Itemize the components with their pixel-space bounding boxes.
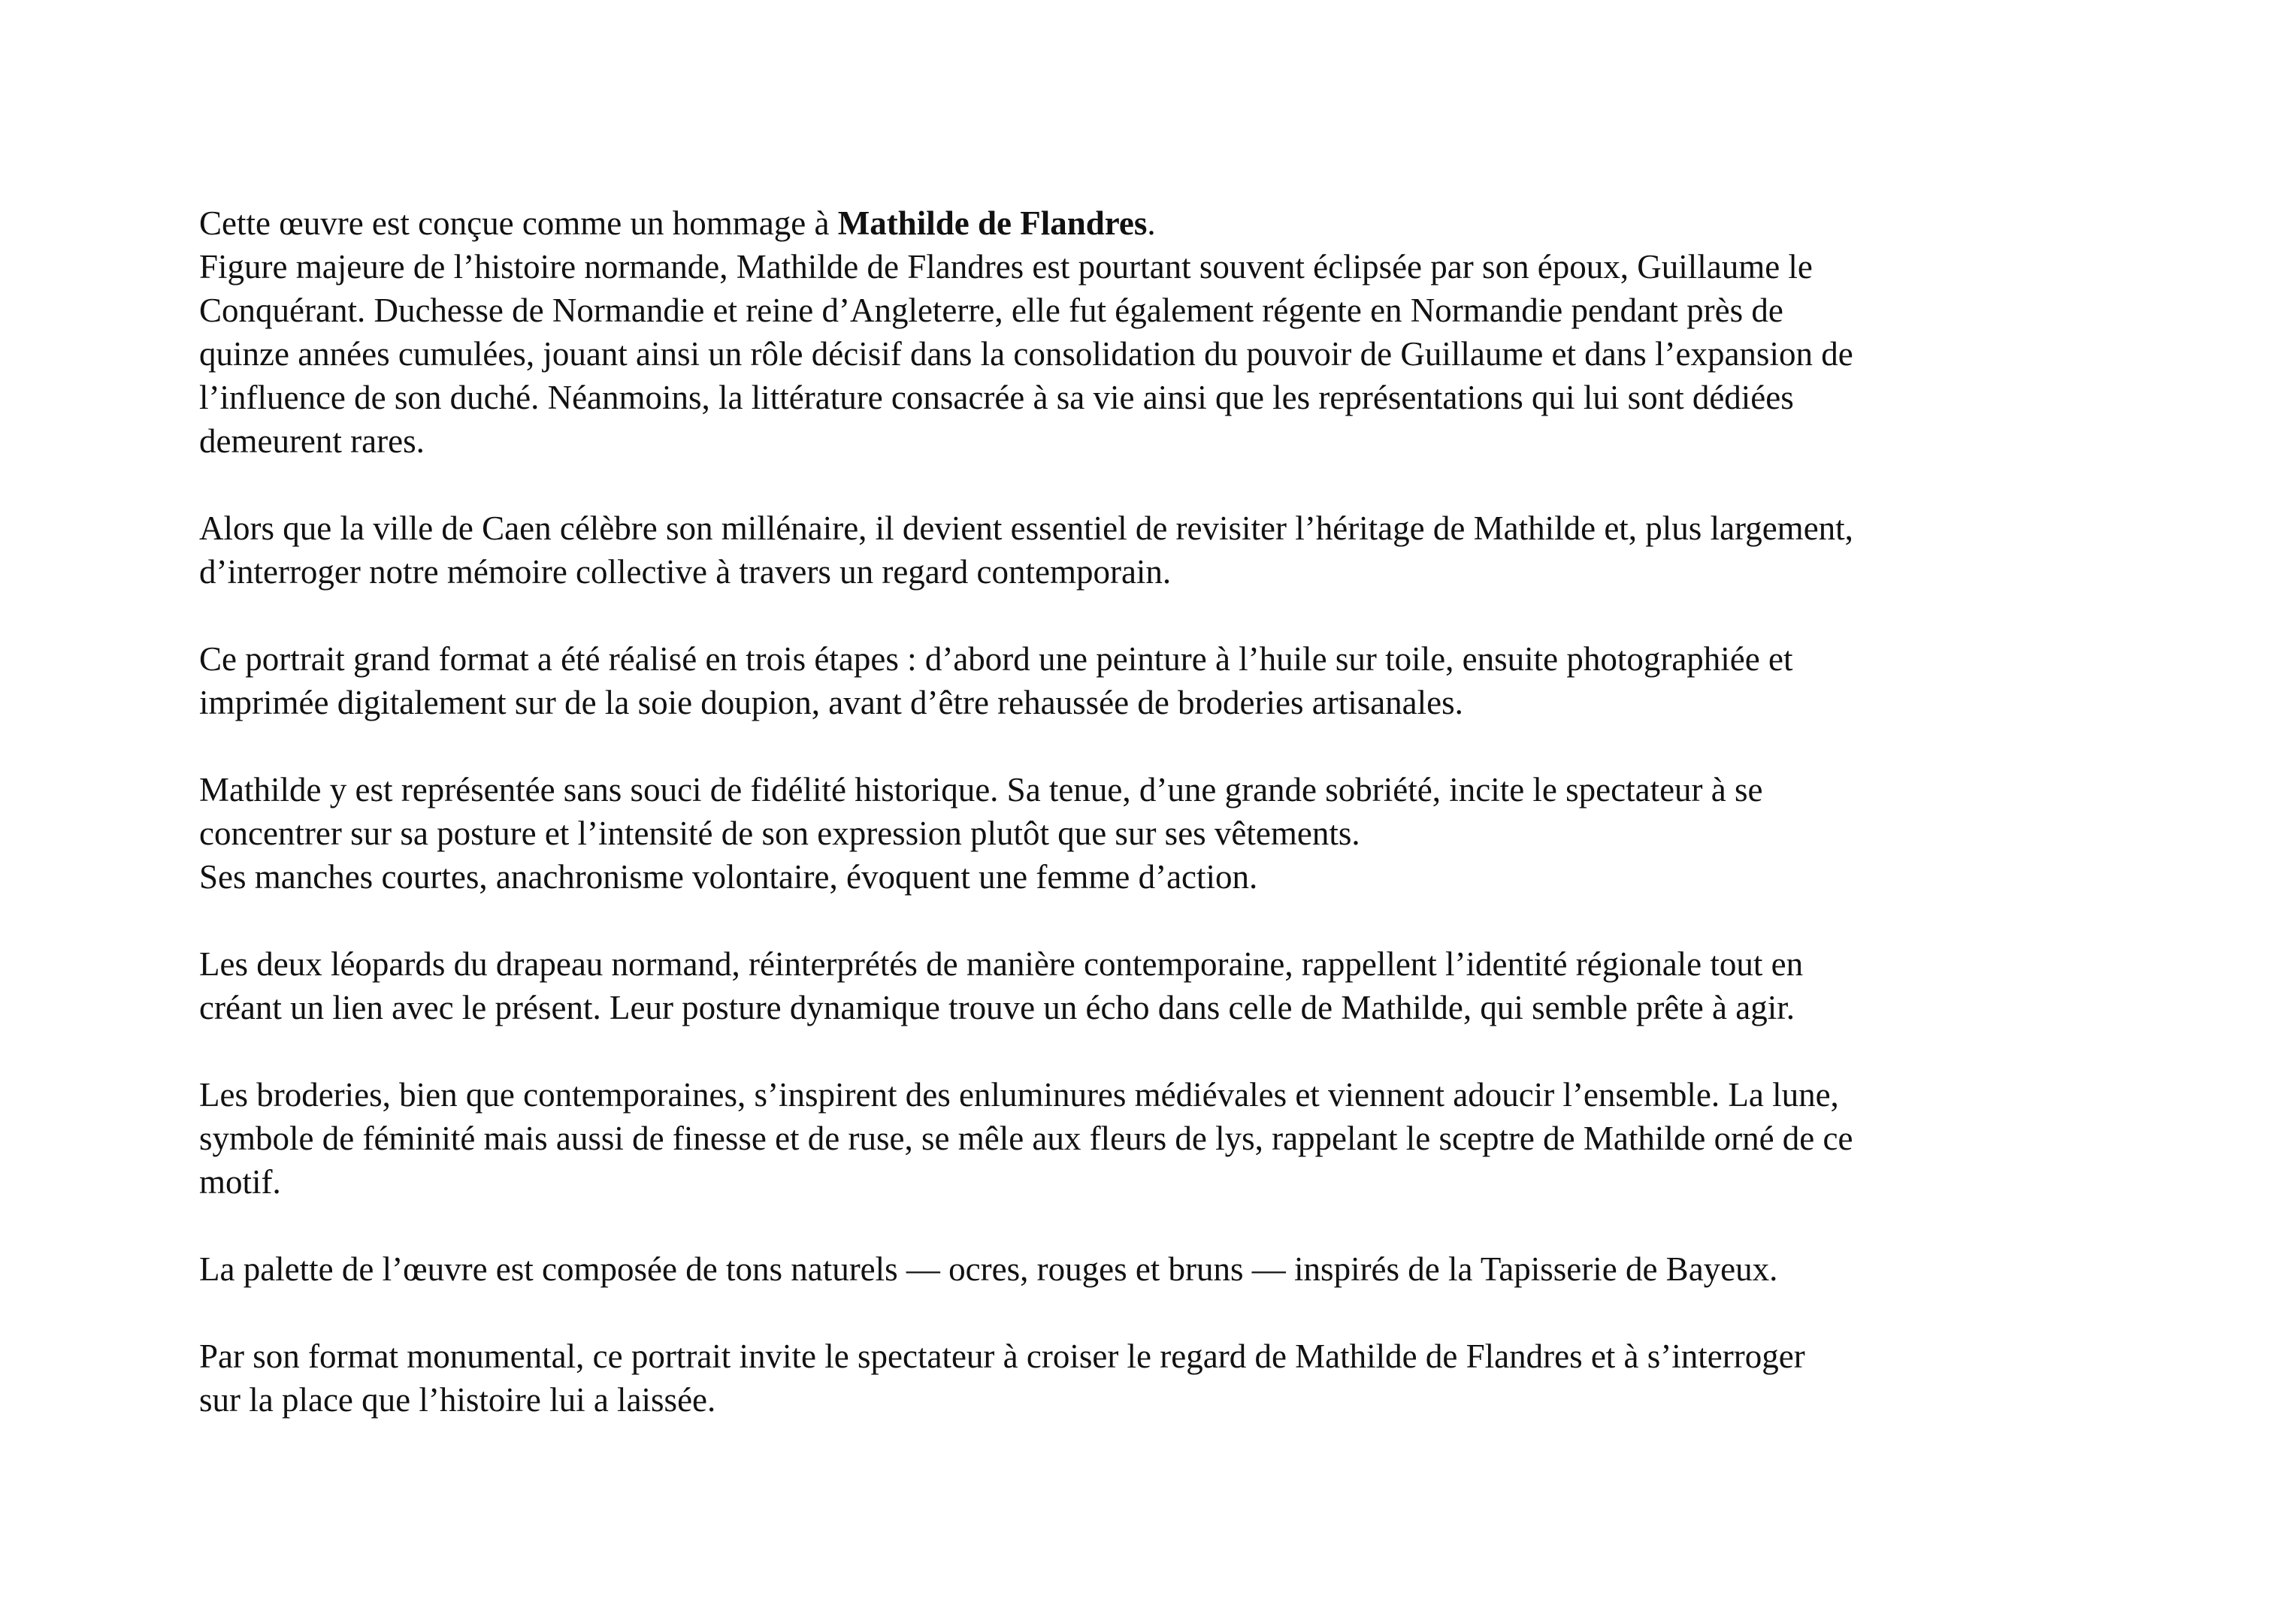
text-line: l’influence de son duché. Néanmoins, la littérature consacrée à sa vie ainsi que les représentations qui lui sont dédiées [199, 379, 1794, 416]
paragraph-7 [199, 1247, 2153, 1291]
paragraph-8 [199, 1334, 2153, 1422]
document-body [199, 201, 2153, 1465]
paragraph-4 [199, 768, 2153, 899]
intro-prefix: Cette œuvre est conçue comme un hommage à [199, 204, 838, 242]
text-line: Conquérant. Duchesse de Normandie et reine d’Angleterre, elle fut également régente en Normandie pendant près de [199, 292, 1783, 329]
intro-line [199, 201, 2153, 245]
intro-paragraph [199, 201, 2153, 245]
intro-bold-name: Mathilde de Flandres [837, 204, 1148, 242]
paragraph-2 [199, 506, 2153, 594]
text-line: Mathilde y est représentée sans souci de fidélité historique. Sa tenue, d’une grande sobriété, incite le spectateur à se [199, 771, 1763, 808]
text-line: concentrer sur sa posture et l’intensité de son expression plutôt que sur ses vêtements. [199, 815, 1360, 852]
text-line: Alors que la ville de Caen célèbre son millénaire, il devient essentiel de revisiter l’héritage de Mathilde et, plus largement, [199, 509, 1853, 547]
text-line: symbole de féminité mais aussi de finesse et de ruse, se mêle aux fleurs de lys, rappelant le sceptre de Mathilde orné de ce [199, 1120, 1853, 1157]
text-line: La palette de l’œuvre est composée de tons naturels — ocres, rouges et bruns — inspirés de la Tapisserie de Bayeux. [199, 1250, 1778, 1288]
text-line: Par son format monumental, ce portrait invite le spectateur à croiser le regard de Mathilde de Flandres et à s’interroger [199, 1337, 1805, 1375]
paragraph-1 [199, 245, 2153, 463]
text-line: Les broderies, bien que contemporaines, s’inspirent des enluminures médiévales et viennent adoucir l’ensemble. La lune, [199, 1076, 1839, 1114]
text-line: quinze années cumulées, jouant ainsi un rôle décisif dans la consolidation du pouvoir de Guillaume et dans l’expansion de [199, 335, 1853, 373]
paragraph-3 [199, 637, 2153, 724]
text-line: Ses manches courtes, anachronisme volontaire, évoquent une femme d’action. [199, 858, 1258, 896]
text-line: d’interroger notre mémoire collective à travers un regard contemporain. [199, 553, 1172, 591]
text-line: Les deux léopards du drapeau normand, réinterprétés de manière contemporaine, rappellent l’identité régionale tout en [199, 945, 1804, 983]
text-line: Figure majeure de l’histoire normande, Mathilde de Flandres est pourtant souvent éclipsée par son époux, Guillaume le [199, 248, 1813, 286]
text-line: imprimée digitalement sur de la soie doupion, avant d’être rehaussée de broderies artisanales. [199, 684, 1463, 721]
text-line: créant un lien avec le présent. Leur posture dynamique trouve un écho dans celle de Mathilde, qui semble prête à agir. [199, 989, 1795, 1026]
text-line: sur la place que l’histoire lui a laissée. [199, 1381, 716, 1419]
text-line: motif. [199, 1163, 281, 1201]
intro-suffix: . [1147, 204, 1156, 242]
paragraph-6 [199, 1073, 2153, 1204]
paragraph-5 [199, 942, 2153, 1029]
text-line: demeurent rares. [199, 422, 425, 460]
text-line: Ce portrait grand format a été réalisé en trois étapes : d’abord une peinture à l’huile sur toile, ensuite photographiée et [199, 640, 1793, 678]
